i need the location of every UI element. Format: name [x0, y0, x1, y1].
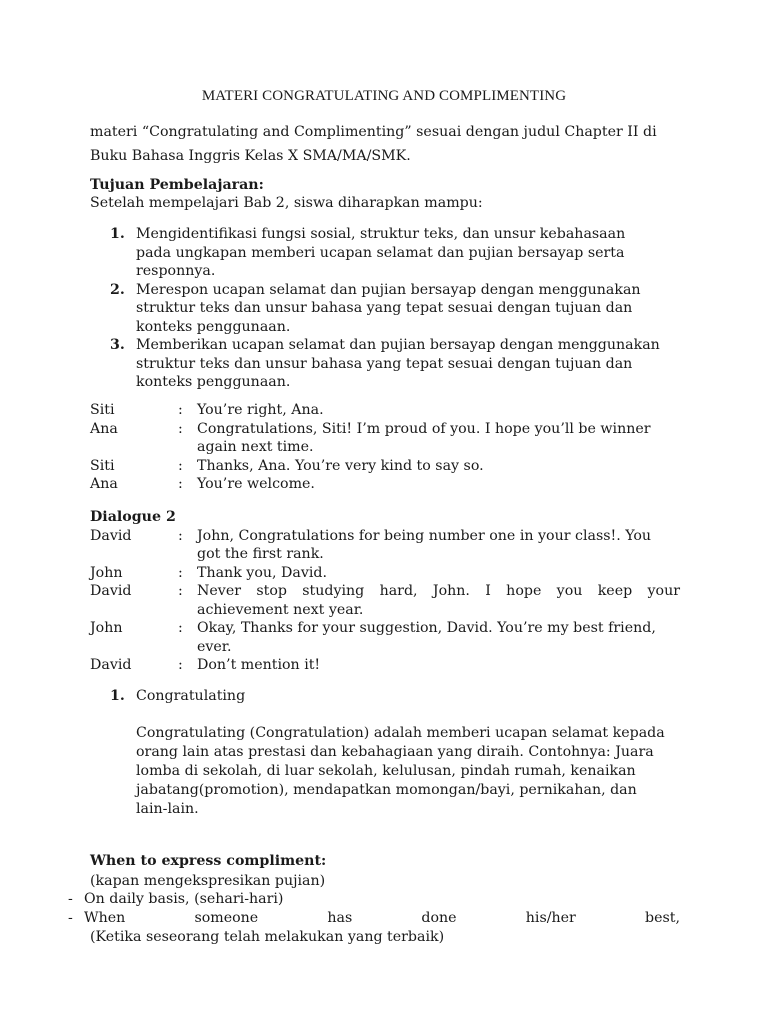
bullet-translation: (Ketika seseorang telah melakukan yang terbaik)	[90, 929, 445, 945]
separator: :	[178, 476, 183, 492]
separator: :	[178, 583, 183, 599]
list-text: konteks penggunaan.	[136, 318, 291, 335]
section-heading	[110, 688, 245, 704]
intro-line: materi “Congratulating and Complimenting” sesuai dengan judul Chapter II di	[90, 124, 657, 140]
objectives-heading: Tujuan Pembelajaran:	[90, 177, 264, 193]
intro-line: Buku Bahasa Inggris Kelas X SMA/MA/SMK.	[90, 148, 411, 164]
speaker: Ana	[90, 476, 118, 492]
dialogue-row	[90, 582, 680, 619]
list-text: struktur teks dan unsur bahasa yang tepat sesuai dengan tujuan dan	[136, 355, 633, 372]
utterance: ever.	[197, 638, 232, 655]
separator: :	[178, 420, 183, 437]
list-text: responnya.	[136, 263, 216, 279]
dialogue-1	[90, 401, 680, 494]
list-text: pada ungkapan memberi ucapan selamat dan pujian bersayap serta	[136, 244, 625, 261]
utterance: Thank you, David.	[197, 564, 327, 581]
dialogue-heading: Dialogue 2	[90, 509, 176, 525]
utterance: achievement next year.	[197, 601, 364, 618]
separator: :	[178, 402, 183, 418]
speaker: Ana	[90, 420, 118, 437]
word: done	[421, 910, 457, 926]
dialogue-row	[90, 457, 680, 476]
list-text: Mengidentifikasi fungsi sosial, struktur teks, dan unsur kebahasaan	[136, 226, 626, 242]
paragraph-line: lomba di sekolah, di luar sekolah, kelulusan, pindah rumah, kenaikan	[136, 763, 636, 779]
bullet-dash: -	[68, 910, 73, 926]
list-text: konteks penggunaan.	[136, 374, 291, 390]
compliment-heading: When to express compliment:	[90, 853, 327, 869]
bullet-dash: -	[68, 891, 73, 907]
utterance: got the first rank.	[197, 546, 324, 562]
section-paragraph	[136, 724, 681, 819]
section-number: 1.	[110, 688, 125, 704]
list-number: 1.	[110, 226, 125, 242]
separator: :	[178, 620, 183, 636]
page-title: MATERI CONGRATULATING AND COMPLIMENTING	[201, 88, 567, 104]
word: When	[84, 910, 126, 926]
paragraph-line: orang lain atas prestasi dan kebahagiaan yang diraih. Contohnya: Juara	[136, 744, 654, 760]
objectives-lead: Setelah mempelajari Bab 2, siswa diharapkan mampu:	[90, 195, 483, 211]
compliment-subtitle: (kapan mengekspresikan pujian)	[90, 873, 326, 889]
utterance: You’re welcome.	[197, 476, 315, 492]
speaker: David	[90, 657, 132, 673]
dialogue-row	[90, 527, 680, 564]
utterance: Okay, Thanks for your suggestion, David. You’re my best friend,	[197, 620, 656, 636]
speaker: Siti	[90, 457, 115, 474]
separator: :	[178, 457, 183, 474]
bullet-text: On daily basis, (sehari-hari)	[84, 891, 284, 907]
dialogue-row	[90, 401, 680, 420]
list-text: Merespon ucapan selamat dan pujian bersayap dengan menggunakan	[136, 281, 641, 298]
speaker: Siti	[90, 402, 115, 418]
list-item	[68, 890, 680, 909]
objectives-list	[110, 225, 680, 392]
utterance: John, Congratulations for being number one in your class!. You	[197, 527, 652, 544]
speaker: John	[90, 620, 123, 636]
dialogue-row	[90, 619, 680, 656]
paragraph-line: Congratulating (Congratulation) adalah memberi ucapan selamat kepada	[136, 725, 665, 741]
dialogue-row	[90, 564, 680, 583]
utterance: Don’t mention it!	[197, 657, 321, 673]
list-item	[68, 909, 680, 928]
utterance: again next time.	[197, 439, 314, 455]
word: has	[327, 910, 353, 926]
utterance: Never stop studying hard, John. I hope you keep your	[197, 583, 680, 599]
utterance: Thanks, Ana. You’re very kind to say so.	[197, 457, 484, 474]
speaker: David	[90, 583, 132, 599]
dialogue-2	[90, 508, 680, 675]
section-title: Congratulating	[136, 688, 246, 704]
paragraph-line: lain-lain.	[136, 801, 199, 817]
utterance: Congratulations, Siti! I’m proud of you. I hope you’ll be winner	[197, 420, 651, 437]
dialogue-row	[90, 475, 680, 494]
list-item	[110, 225, 680, 281]
utterance: You’re right, Ana.	[197, 402, 324, 418]
word: someone	[194, 910, 259, 926]
separator: :	[178, 657, 183, 673]
list-number: 3.	[110, 337, 125, 353]
word: his/her	[525, 910, 576, 926]
bullet-text	[84, 909, 680, 928]
list-text: Memberikan ucapan selamat dan pujian bersayap dengan menggunakan	[136, 337, 660, 353]
dialogue-row	[90, 420, 680, 457]
list-text: struktur teks dan unsur bahasa yang tepat sesuai dengan tujuan dan	[136, 300, 633, 316]
speaker: David	[90, 527, 132, 544]
separator: :	[178, 564, 183, 581]
separator: :	[178, 527, 183, 544]
list-item	[110, 281, 680, 337]
dialogue-row	[90, 656, 680, 675]
speaker: John	[90, 564, 123, 581]
paragraph-line: jabatang(promotion), mendapatkan momongan/bayi, pernikahan, dan	[136, 782, 637, 798]
intro-paragraph	[90, 120, 690, 168]
word: best,	[645, 910, 680, 926]
list-number: 2.	[110, 281, 125, 298]
list-item	[110, 336, 680, 392]
